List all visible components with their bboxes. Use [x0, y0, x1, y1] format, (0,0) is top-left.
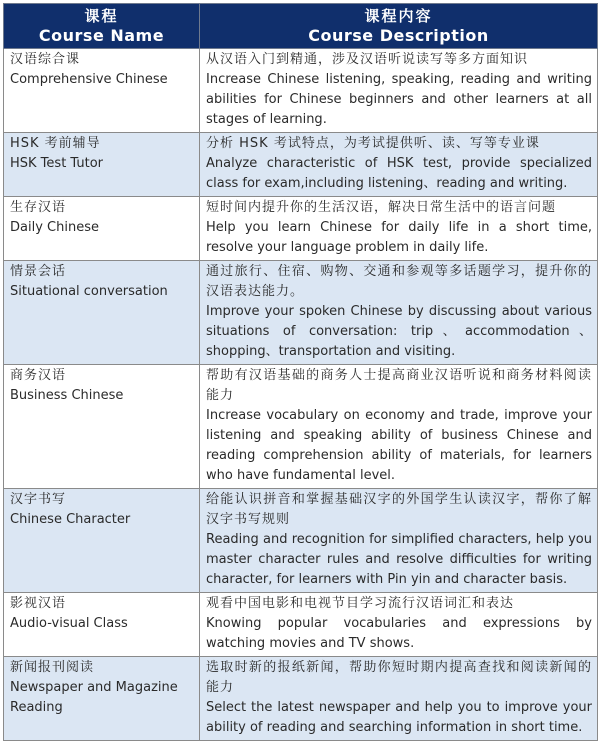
course-description-cell — [200, 197, 598, 261]
course-desc-zh: 短时间内提升你的生活汉语，解决日常生活中的语言问题 — [206, 200, 557, 215]
course-desc-en: Increase vocabulary on economy and trade, improve your listening and speaking ability of business Chinese and reading comprehension ability of materials, for learners who have fundamental level. — [206, 408, 592, 483]
course-name-zh: 汉语综合课 — [10, 52, 81, 67]
table-row — [4, 657, 598, 741]
table-row — [4, 365, 598, 489]
course-name-en: Daily Chinese — [10, 220, 99, 235]
header-name-zh: 课程 — [84, 7, 119, 25]
course-desc-en: Select the latest newspaper and help you to improve your ability of reading and searching information in short time. — [206, 700, 592, 735]
course-name-en: Situational conversation — [10, 284, 168, 299]
course-name-cell — [4, 261, 200, 365]
course-desc-en: Improve your spoken Chinese by discussing about various situations of conversation: trip、accommodation、shopping、transportation and visiting. — [206, 304, 592, 359]
course-description-cell — [200, 261, 598, 365]
course-name-cell — [4, 133, 200, 197]
course-name-zh: HSK 考前辅导 — [10, 136, 101, 151]
table-row — [4, 49, 598, 133]
header-course-name — [4, 4, 200, 49]
course-desc-en: Analyze characteristic of HSK test, provide specialized class for exam,including listening、reading and writing. — [206, 156, 592, 191]
course-desc-zh: 通过旅行、住宿、购物、交通和参观等多话题学习，提升你的汉语表达能力。 — [206, 264, 592, 299]
course-name-zh: 商务汉语 — [10, 368, 67, 383]
course-desc-zh: 给能认识拼音和掌握基础汉字的外国学生认读汉字，帮你了解汉字书写规则 — [206, 492, 592, 527]
header-course-description — [200, 4, 598, 49]
course-name-en: Comprehensive Chinese — [10, 72, 168, 87]
course-name-zh: 新闻报刊阅读 — [10, 660, 95, 675]
course-name-en: Chinese Character — [10, 512, 131, 527]
course-description-cell — [200, 133, 598, 197]
course-desc-zh: 分析 HSK 考试特点，为考试提供听、读、写等专业课 — [206, 136, 540, 151]
course-name-zh: 生存汉语 — [10, 200, 67, 215]
course-name-en: Audio-visual Class — [10, 616, 128, 631]
course-name-en: HSK Test Tutor — [10, 156, 104, 171]
header-desc-zh: 课程内容 — [364, 7, 433, 25]
course-description-cell — [200, 657, 598, 741]
course-desc-en: Increase Chinese listening, speaking, reading and writing abilities for Chinese beginners and other learners at all stages of learning. — [206, 72, 592, 127]
course-description-cell — [200, 365, 598, 489]
table-row — [4, 593, 598, 657]
course-name-cell — [4, 489, 200, 593]
header-name-en: Course Name — [38, 26, 165, 45]
course-name-cell — [4, 49, 200, 133]
course-name-cell — [4, 197, 200, 261]
header-desc-en: Course Description — [308, 26, 489, 45]
course-name-en: Business Chinese — [10, 388, 124, 403]
table-row — [4, 261, 598, 365]
course-name-cell — [4, 657, 200, 741]
course-description-cell — [200, 593, 598, 657]
course-description-cell — [200, 489, 598, 593]
course-name-cell — [4, 593, 200, 657]
course-desc-en: Knowing popular vocabularies and expressions by watching movies and TV shows. — [206, 616, 592, 651]
course-name-zh: 汉字书写 — [10, 492, 67, 507]
course-table — [3, 3, 598, 741]
course-description-cell — [200, 49, 598, 133]
course-desc-en: Reading and recognition for simplified characters, help you master character rules and resolve difficulties for writing character, for learners with Pin yin and character basis. — [206, 532, 592, 587]
table-row — [4, 489, 598, 593]
table-header-row — [4, 4, 598, 49]
course-desc-zh: 从汉语入门到精通，涉及汉语听说读写等多方面知识 — [206, 52, 529, 67]
course-desc-en: Help you learn Chinese for daily life in a short time, resolve your language problem in daily life. — [206, 220, 592, 255]
table-row — [4, 133, 598, 197]
course-desc-zh: 选取时新的报纸新闻，帮助你短时期内提高查找和阅读新闻的能力 — [206, 660, 592, 695]
course-desc-zh: 帮助有汉语基础的商务人士提高商业汉语听说和商务材料阅读能力 — [206, 368, 592, 403]
table-row — [4, 197, 598, 261]
course-name-cell — [4, 365, 200, 489]
course-name-zh: 影视汉语 — [10, 596, 67, 611]
course-name-en: Newspaper and Magazine Reading — [10, 680, 178, 715]
course-desc-zh: 观看中国电影和电视节目学习流行汉语词汇和表达 — [206, 596, 515, 611]
course-name-zh: 情景会话 — [10, 264, 67, 279]
